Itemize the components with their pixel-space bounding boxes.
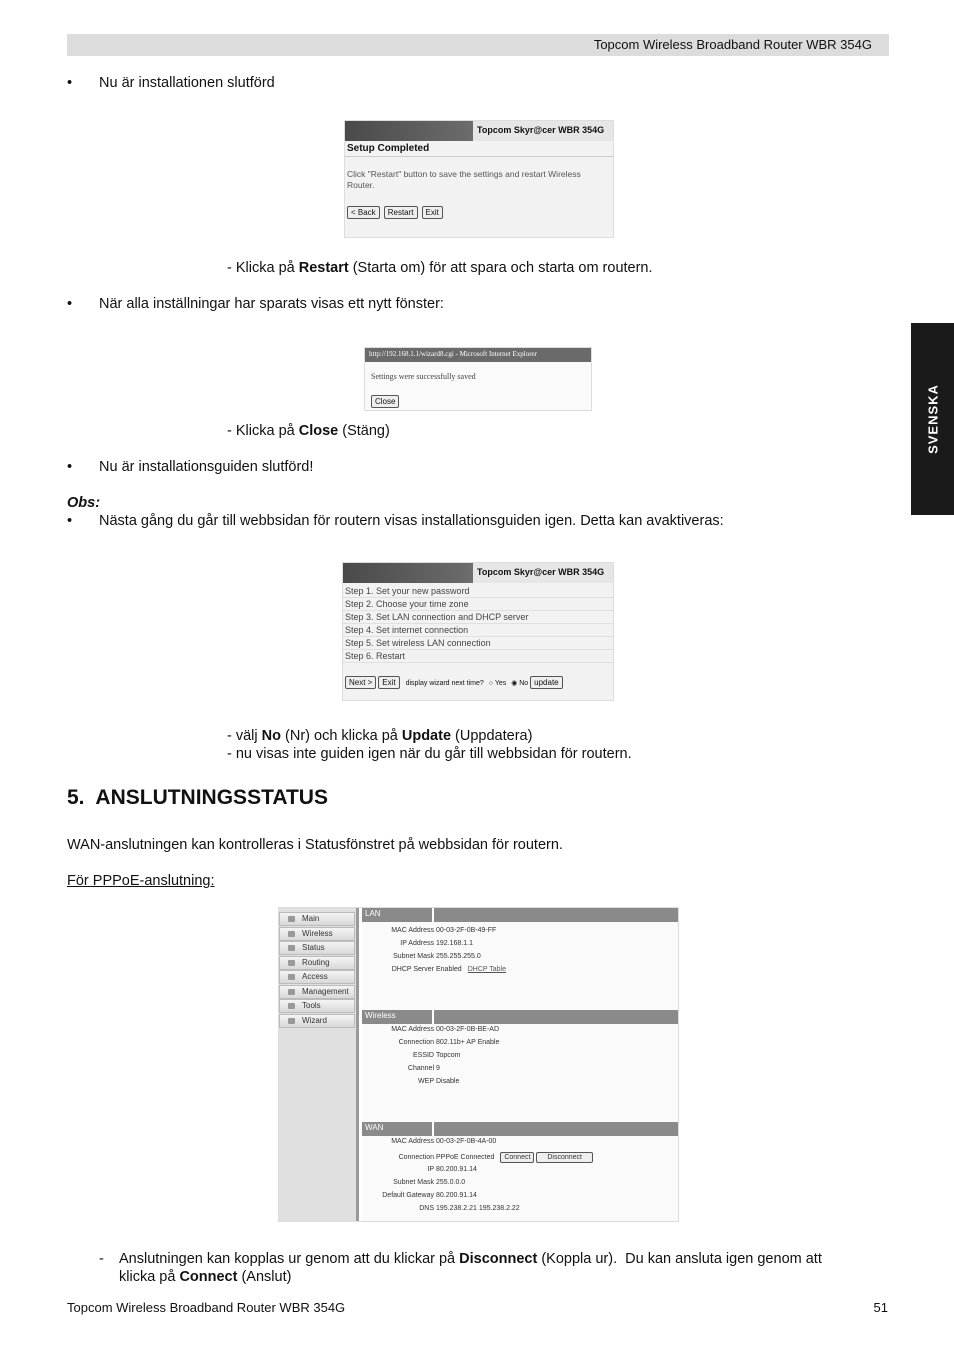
wireless-row: MAC Address 00-03-2F-0B-BE-AD [391, 1026, 500, 1033]
instruction-restart: - Klicka på Restart (Starta om) för att spara och starta om routern. [227, 260, 653, 276]
restart-button[interactable]: Restart [384, 206, 418, 219]
disconnect-button[interactable]: Disconnect [536, 1152, 593, 1163]
bullet-text: Nu är installationsguiden slutförd! [99, 459, 314, 475]
lan-section-header: LAN [362, 908, 679, 922]
lan-row: DHCP Server Enabled DHCP Table [391, 966, 506, 973]
menu-item-main[interactable]: Main [279, 912, 355, 926]
wizard-step[interactable]: Step 6. Restart [343, 650, 613, 663]
wizard-step[interactable]: Step 4. Set internet connection [343, 624, 613, 637]
wizard-question: display wizard next time? [405, 680, 484, 687]
footer-title: Topcom Wireless Broadband Router WBR 354G [67, 1300, 346, 1315]
language-tab-label: SVENSKA [925, 384, 940, 454]
page-number: 51 [873, 1300, 888, 1315]
radio-yes-icon[interactable]: ○ [488, 680, 493, 687]
radio-no-label: No [519, 680, 529, 687]
exit-button[interactable]: Exit [378, 676, 399, 689]
wireless-section-header: Wireless [362, 1010, 679, 1024]
lan-row: IP Address 192.168.1.1 [400, 940, 473, 947]
router-banner [343, 563, 613, 583]
bullet-text: När alla inställningar har sparats visas ett nytt fönster: [99, 296, 444, 312]
back-button[interactable]: < Back [347, 206, 380, 219]
wan-row: Connection PPPoE Connected Connect Disconnect [362, 1152, 593, 1163]
bullet-marker: • [67, 75, 73, 91]
radio-no-icon[interactable]: ◉ [511, 680, 518, 687]
close-button[interactable]: Close [371, 395, 399, 408]
wireless-row: WEP Disable [418, 1078, 460, 1085]
screenshot-wizard-steps [342, 562, 614, 701]
screenshot-status-page [278, 907, 679, 1222]
wizard-step[interactable]: Step 2. Choose your time zone [343, 598, 613, 611]
screenshot-settings-saved [364, 347, 592, 411]
bullet-marker: • [67, 296, 73, 312]
section-heading: 5. ANSLUTNINGSSTATUS [67, 786, 328, 809]
setup-message: Click "Restart" button to save the settings and restart Wireless Router. [347, 169, 581, 190]
connect-instruction: klicka på Connect (Anslut) [119, 1269, 292, 1285]
instruction-note: - nu visas inte guiden igen när du går till webbsidan för routern. [227, 746, 632, 762]
next-button[interactable]: Next > [345, 676, 376, 689]
saved-message: Settings were successfully saved [371, 372, 476, 381]
wizard-step[interactable]: Step 5. Set wireless LAN connection [343, 637, 613, 650]
menu-item-wireless[interactable]: Wireless [279, 927, 355, 941]
bullet-text: Nästa gång du går till webbsidan för routern visas installationsguiden igen. Detta kan avaktiveras: [99, 513, 724, 529]
menu-item-wizard[interactable]: Wizard [279, 1014, 355, 1028]
bullet-text: Nu är installationen slutförd [99, 75, 275, 91]
router-banner [345, 121, 613, 141]
wan-row: IP 80.200.91.14 [427, 1166, 477, 1173]
wan-row: Default Gateway 80.200.91.14 [382, 1192, 477, 1199]
bullet-marker: • [67, 459, 73, 475]
wan-row: Subnet Mask 255.0.0.0 [393, 1179, 466, 1186]
lan-row: Subnet Mask 255.255.255.0 [393, 953, 481, 960]
update-button[interactable]: update [530, 676, 562, 689]
wan-row: MAC Address 00-03-2F-0B-4A-00 [391, 1138, 497, 1145]
lan-row: MAC Address 00-03-2F-0B-49-FF [391, 927, 497, 934]
page-header [67, 34, 889, 56]
screenshot-setup-completed [344, 120, 614, 238]
exit-button[interactable]: Exit [422, 206, 443, 219]
ie-titlebar: http://192.168.1.1/wizard8.cgi - Microsoft Internet Explorer [365, 348, 591, 362]
menu-item-routing[interactable]: Routing [279, 956, 355, 970]
connect-button[interactable]: Connect [500, 1152, 534, 1163]
radio-yes-label: Yes [494, 680, 507, 687]
menu-item-status[interactable]: Status [279, 941, 355, 955]
router-brand: Topcom Skyr@cer WBR 354G [473, 563, 613, 583]
menu-item-tools[interactable]: Tools [279, 999, 355, 1013]
bullet-marker: • [67, 513, 73, 529]
setup-title: Setup Completed [345, 141, 613, 157]
wizard-step[interactable]: Step 1. Set your new password [343, 585, 613, 598]
header-title: Topcom Wireless Broadband Router WBR 354G [593, 37, 872, 52]
wizard-step[interactable]: Step 3. Set LAN connection and DHCP server [343, 611, 613, 624]
instruction-update: - välj No (Nr) och klicka på Update (Uppdatera) [227, 728, 533, 744]
instruction-close: - Klicka på Close (Stäng) [227, 423, 390, 439]
dhcp-table-link[interactable]: DHCP Table [467, 966, 506, 973]
disconnect-instruction: Anslutningen kan kopplas ur genom att du klickar på Disconnect (Koppla ur). Du kan ansluta igen genom att [119, 1251, 822, 1267]
note-label: Obs: [67, 495, 101, 511]
language-tab [911, 323, 954, 515]
wireless-row: Connection 802.11b+ AP Enable [398, 1039, 500, 1046]
menu-item-access[interactable]: Access [279, 970, 355, 984]
wireless-row: ESSID Topcom [412, 1052, 461, 1059]
wireless-row: Channel 9 [407, 1065, 440, 1072]
wan-section-header: WAN [362, 1122, 679, 1136]
wan-row: DNS 195.238.2.21 195.238.2.22 [419, 1205, 520, 1212]
subheading-pppoe: För PPPoE-anslutning: [67, 873, 215, 889]
router-brand: Topcom Skyr@cer WBR 354G [473, 121, 613, 141]
menu-item-management[interactable]: Management [279, 985, 355, 999]
status-sidebar [279, 908, 359, 1222]
paragraph: WAN-anslutningen kan kontrolleras i Statusfönstret på webbsidan för routern. [67, 837, 563, 853]
dash-marker: - [99, 1251, 104, 1267]
